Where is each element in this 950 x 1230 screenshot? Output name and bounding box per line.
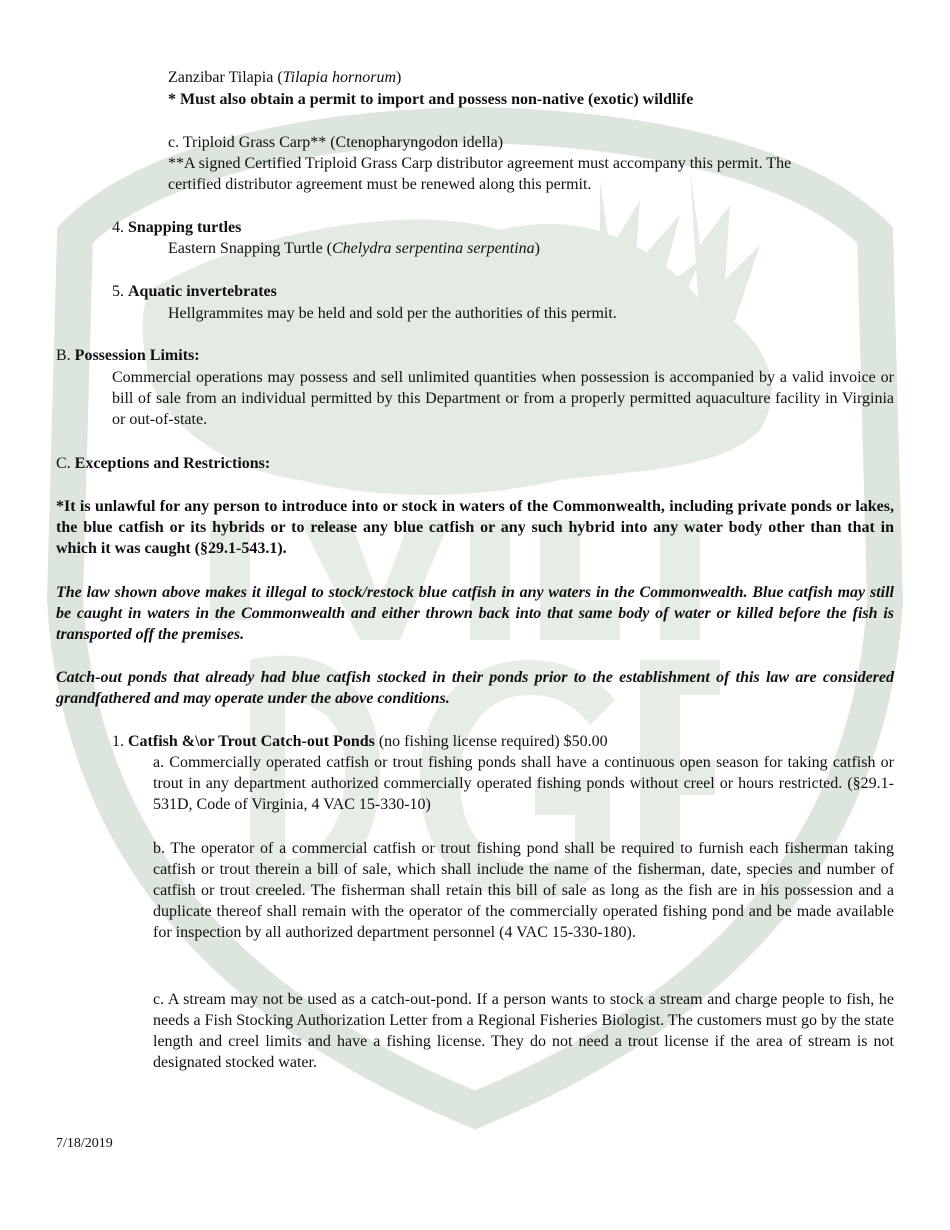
snapping-turtle-common-name: Eastern Snapping Turtle ( — [168, 240, 332, 257]
snapping-turtle-species — [168, 238, 540, 259]
blue-catfish-law: *It is unlawful for any person to introduce into or stock in waters of the Commonwealth, including private ponds or lakes, the blue catfish or its hybrids or to release any blue catfish or any such hybrid into any water body other than that in which it was caught (§29.1-543.1). — [56, 498, 894, 557]
exceptions-title: Exceptions and Restrictions: — [74, 455, 271, 472]
exceptions-letter: C. — [56, 455, 75, 472]
hellgrammites-text: Hellgrammites may be held and sold per the authorities of this permit. — [168, 305, 617, 322]
possession-limits-heading — [56, 345, 200, 366]
possession-limits-title: Possession Limits: — [74, 347, 200, 364]
snapping-turtles-title: Snapping turtles — [128, 219, 242, 236]
grass-carp-agreement-note: **A signed Certified Triploid Grass Carp distributor agreement must accompany this permit. The certified distributor agreement must be renewed along this permit. — [168, 155, 792, 193]
catch-out-rule-b: b. The operator of a commercial catfish or trout fishing pond shall be required to furnish each fisherman taking catfish or trout therein a bill of sale, which shall include the name of the fisherman, date, species and number of catfish or trout creeled. The fisherman shall retain this bill of sale as long as the fish are in his possession and a duplicate thereof shall remain with the operator of the commercially operated fishing pond and be made available for inspection by all authorized department personnel (4 VAC 15-330-180). — [153, 840, 894, 941]
grass-carp-label: c. Triploid Grass Carp** (Ctenopharyngodon idella) — [168, 134, 504, 151]
footer-date: 7/18/2019 — [56, 1136, 113, 1151]
tilapia-scientific-name: Tilapia hornorum — [282, 69, 396, 86]
snapping-turtles-number: 4. — [112, 219, 128, 236]
snapping-turtle-scientific-name: Chelydra serpentina serpentina — [332, 240, 535, 257]
catch-out-ponds-title: Catfish &\or Trout Catch-out Ponds — [128, 733, 375, 750]
tilapia-common-name: Zanzibar Tilapia ( — [168, 69, 283, 86]
tilapia-paren-close: ) — [396, 69, 402, 86]
catch-out-ponds-fee: (no fishing license required) $50.00 — [374, 733, 608, 750]
catch-out-rule-c: c. A stream may not be used as a catch-out-pond. If a person wants to stock a stream and charge people to fish, he needs a Fish Stocking Authorization Letter from a Regional Fisheries Biologist. The customers must go by the state length and creel limits and have a fishing license. They do not need a trout license if the area of stream is not designated stocked water. — [153, 991, 894, 1071]
exceptions-heading — [56, 453, 270, 474]
aquatic-invertebrates-title: Aquatic invertebrates — [128, 283, 277, 300]
catch-out-ponds-number: 1. — [112, 733, 128, 750]
blue-catfish-law-explanation: The law shown above makes it illegal to stock/restock blue catfish in any waters in the Commonwealth. Blue catfish may still be caught in waters in the Commonwealth and either thrown back into that same body of water or killed before the fish is transported off the premises. — [56, 584, 894, 643]
snapping-turtles-heading — [112, 217, 241, 238]
catch-out-rule-a: a. Commercially operated catfish or trout fishing ponds shall have a continuous open season for taking catfish or trout in any department authorized commercially operated fishing ponds without creel or hours restricted. (§29.1-531D, Code of Virginia, 4 VAC 15-330-10) — [153, 754, 894, 813]
snapping-turtle-paren-close: ) — [534, 240, 540, 257]
catch-out-ponds-heading — [112, 731, 608, 752]
grandfathered-ponds-note: Catch-out ponds that already had blue catfish stocked in their ponds prior to the establishment of this law are considered grandfathered and may operate under the above conditions. — [56, 669, 894, 707]
aquatic-invertebrates-number: 5. — [112, 283, 128, 300]
possession-limits-letter: B. — [56, 347, 75, 364]
possession-limits-text: Commercial operations may possess and sell unlimited quantities when possession is accompanied by a valid invoice or bill of sale from an individual permitted by this Department or from a properly permitted aquaculture facility in Virginia or out-of-state. — [112, 369, 894, 428]
aquatic-invertebrates-heading — [112, 281, 277, 302]
exotic-permit-note: * Must also obtain a permit to import and possess non-native (exotic) wildlife — [168, 91, 694, 108]
tilapia-species-line — [168, 67, 401, 88]
